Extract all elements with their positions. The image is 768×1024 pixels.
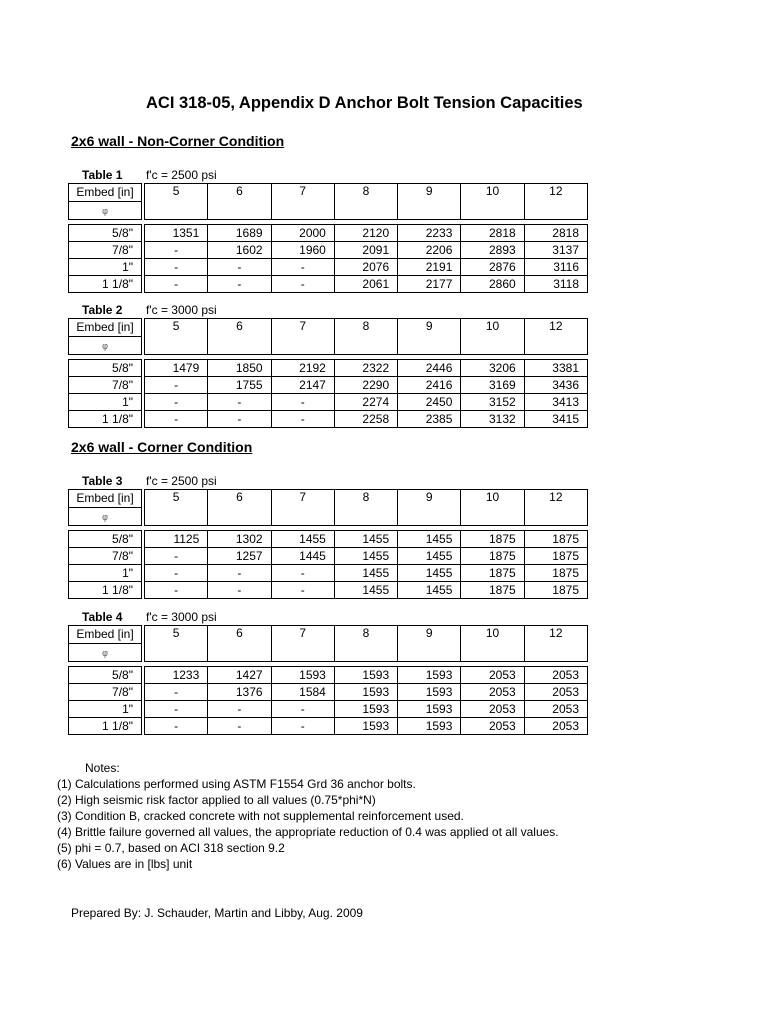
embed-depth-header: 8: [334, 184, 397, 220]
table-row: [69, 684, 588, 701]
concrete-strength-label: f'c = 2500 psi: [146, 474, 217, 488]
capacity-value: 1593: [398, 667, 461, 684]
embed-header: Embed [in]: [69, 490, 142, 508]
capacity-value: 1376: [208, 684, 271, 701]
capacity-value: 2416: [398, 377, 461, 394]
capacity-value: -: [208, 565, 271, 582]
capacity-value: -: [208, 276, 271, 293]
table-row: [69, 701, 588, 718]
bolt-diameter: 1 1/8": [69, 718, 142, 735]
capacity-value: -: [271, 565, 334, 582]
capacity-value: -: [271, 276, 334, 293]
capacity-value: 1875: [524, 531, 587, 548]
table-label: Table 4: [82, 610, 123, 624]
embed-depth-header: 5: [145, 626, 208, 662]
capacity-value: 1125: [145, 531, 208, 548]
capacity-value: 2191: [398, 259, 461, 276]
table-label: Table 2: [82, 303, 123, 317]
capacity-value: 2818: [461, 225, 524, 242]
capacity-value: 1455: [271, 531, 334, 548]
phi-symbol: φ: [102, 511, 108, 522]
capacity-value: -: [271, 718, 334, 735]
bolt-diameter: 1": [69, 565, 142, 582]
bolt-diameter: 5/8": [69, 360, 142, 377]
capacity-value: 1455: [334, 565, 397, 582]
capacity-value: 1875: [461, 565, 524, 582]
capacity-value: 3116: [524, 259, 587, 276]
capacity-value: 1850: [208, 360, 271, 377]
capacity-value: 1593: [334, 667, 397, 684]
note-item: (4) Brittle failure governed all values, the appropriate reduction of 0.4 was applied ot all values.: [57, 825, 559, 839]
embed-header: Embed [in]: [69, 319, 142, 337]
embed-depth-header: 12: [524, 319, 587, 355]
table-row: [69, 718, 588, 735]
concrete-strength-label: f'c = 3000 psi: [146, 610, 217, 624]
capacity-value: 2290: [334, 377, 397, 394]
section-heading-corner: 2x6 wall - Corner Condition: [71, 439, 253, 455]
capacity-value: 2385: [398, 411, 461, 428]
embed-depth-header: 10: [461, 319, 524, 355]
embed-depth-header: 5: [145, 319, 208, 355]
capacity-value: -: [271, 411, 334, 428]
capacity-value: 2053: [461, 684, 524, 701]
capacity-value: 1875: [461, 531, 524, 548]
capacity-value: 2233: [398, 225, 461, 242]
embed-depth-header: 9: [398, 319, 461, 355]
bolt-diameter: 5/8": [69, 667, 142, 684]
capacity-value: 1593: [334, 684, 397, 701]
embed-depth-header: 5: [145, 184, 208, 220]
note-item: (3) Condition B, cracked concrete with not supplemental reinforcement used.: [57, 809, 464, 823]
capacity-value: -: [208, 701, 271, 718]
embed-depth-header: 6: [208, 319, 271, 355]
capacity-value: 3169: [461, 377, 524, 394]
notes-heading: Notes:: [85, 761, 120, 775]
embed-depth-header: 7: [271, 626, 334, 662]
capacity-value: 2076: [334, 259, 397, 276]
capacity-value: 1875: [461, 582, 524, 599]
capacity-value: 1602: [208, 242, 271, 259]
section-heading-non-corner: 2x6 wall - Non-Corner Condition: [71, 133, 285, 149]
capacity-value: 2274: [334, 394, 397, 411]
capacity-value: 3381: [524, 360, 587, 377]
capacity-value: -: [208, 411, 271, 428]
note-item: (6) Values are in [lbs] unit: [57, 857, 193, 871]
capacity-value: -: [271, 701, 334, 718]
capacity-value: 1875: [461, 548, 524, 565]
capacity-value: 2053: [524, 718, 587, 735]
capacity-value: -: [145, 701, 208, 718]
capacity-value: -: [145, 242, 208, 259]
capacity-value: 1875: [524, 565, 587, 582]
capacity-value: 3436: [524, 377, 587, 394]
capacity-value: 2120: [334, 225, 397, 242]
capacity-value: 1455: [398, 565, 461, 582]
capacity-value: 1351: [145, 225, 208, 242]
embed-depth-header: 10: [461, 626, 524, 662]
capacity-value: 3137: [524, 242, 587, 259]
capacity-value: 1455: [398, 548, 461, 565]
capacity-value: 1233: [145, 667, 208, 684]
capacity-value: 2893: [461, 242, 524, 259]
embed-depth-header: 9: [398, 184, 461, 220]
table-row: [69, 548, 588, 565]
capacity-table: [68, 625, 588, 735]
embed-depth-header: 9: [398, 490, 461, 526]
capacity-value: 1593: [334, 701, 397, 718]
embed-depth-header: 10: [461, 184, 524, 220]
capacity-value: 2147: [271, 377, 334, 394]
capacity-value: -: [145, 276, 208, 293]
table-row: [69, 259, 588, 276]
capacity-value: -: [271, 259, 334, 276]
embed-depth-header: 6: [208, 184, 271, 220]
capacity-value: 1257: [208, 548, 271, 565]
table-row: [69, 377, 588, 394]
capacity-table: [68, 489, 588, 599]
capacity-value: 1875: [524, 548, 587, 565]
bolt-diameter: 1 1/8": [69, 276, 142, 293]
capacity-value: 2446: [398, 360, 461, 377]
embed-depth-header: 6: [208, 490, 271, 526]
capacity-value: 2000: [271, 225, 334, 242]
capacity-value: 3413: [524, 394, 587, 411]
capacity-value: 1455: [398, 582, 461, 599]
capacity-value: 1455: [334, 548, 397, 565]
capacity-value: 3415: [524, 411, 587, 428]
capacity-table: [68, 183, 588, 293]
capacity-value: 2053: [461, 718, 524, 735]
embed-depth-header: 7: [271, 184, 334, 220]
capacity-value: -: [208, 582, 271, 599]
capacity-value: 2053: [461, 701, 524, 718]
diameter-header: [69, 202, 142, 220]
capacity-value: 1593: [398, 684, 461, 701]
capacity-value: 1427: [208, 667, 271, 684]
table-row: [69, 565, 588, 582]
bolt-diameter: 1": [69, 394, 142, 411]
bolt-diameter: 1": [69, 701, 142, 718]
capacity-value: 3132: [461, 411, 524, 428]
capacity-value: 1755: [208, 377, 271, 394]
prepared-by: Prepared By: J. Schauder, Martin and Libby, Aug. 2009: [71, 906, 363, 920]
embed-depth-header: 12: [524, 490, 587, 526]
capacity-value: 2860: [461, 276, 524, 293]
embed-depth-header: 6: [208, 626, 271, 662]
capacity-value: -: [145, 394, 208, 411]
page-title: ACI 318-05, Appendix D Anchor Bolt Tension Capacities: [146, 94, 583, 112]
table-row: [69, 394, 588, 411]
capacity-table: [68, 318, 588, 428]
embed-depth-header: 8: [334, 319, 397, 355]
diameter-header: [69, 337, 142, 355]
bolt-diameter: 1": [69, 259, 142, 276]
capacity-value: 3118: [524, 276, 587, 293]
capacity-value: -: [145, 718, 208, 735]
capacity-value: 2091: [334, 242, 397, 259]
capacity-value: -: [145, 684, 208, 701]
capacity-value: -: [271, 394, 334, 411]
table-row: [69, 242, 588, 259]
capacity-value: 1875: [524, 582, 587, 599]
notes-block: [57, 760, 559, 872]
concrete-strength-label: f'c = 2500 psi: [146, 168, 217, 182]
diameter-header: [69, 644, 142, 662]
capacity-value: 1960: [271, 242, 334, 259]
bolt-diameter: 7/8": [69, 377, 142, 394]
embed-depth-header: 12: [524, 626, 587, 662]
capacity-value: 1455: [334, 582, 397, 599]
capacity-value: 1584: [271, 684, 334, 701]
note-item: (5) phi = 0.7, based on ACI 318 section 9.2: [57, 841, 285, 855]
capacity-value: 3152: [461, 394, 524, 411]
capacity-value: 2876: [461, 259, 524, 276]
embed-depth-header: 10: [461, 490, 524, 526]
capacity-value: 1593: [398, 718, 461, 735]
capacity-value: 1455: [398, 531, 461, 548]
capacity-value: 1479: [145, 360, 208, 377]
embed-header: Embed [in]: [69, 184, 142, 202]
capacity-value: -: [271, 582, 334, 599]
embed-depth-header: 9: [398, 626, 461, 662]
bolt-diameter: 5/8": [69, 225, 142, 242]
capacity-value: 2053: [524, 667, 587, 684]
embed-depth-header: 12: [524, 184, 587, 220]
table-row: [69, 667, 588, 684]
capacity-value: 3206: [461, 360, 524, 377]
capacity-value: 2206: [398, 242, 461, 259]
capacity-value: 1445: [271, 548, 334, 565]
embed-depth-header: 5: [145, 490, 208, 526]
capacity-value: 2061: [334, 276, 397, 293]
capacity-value: -: [208, 394, 271, 411]
embed-depth-header: 7: [271, 490, 334, 526]
table-row: [69, 411, 588, 428]
capacity-value: -: [208, 259, 271, 276]
capacity-value: 1689: [208, 225, 271, 242]
bolt-diameter: 7/8": [69, 684, 142, 701]
capacity-value: 2053: [524, 684, 587, 701]
phi-symbol: φ: [102, 647, 108, 658]
phi-symbol: φ: [102, 205, 108, 216]
capacity-value: -: [145, 411, 208, 428]
table-row: [69, 531, 588, 548]
embed-depth-header: 7: [271, 319, 334, 355]
capacity-value: 2053: [461, 667, 524, 684]
capacity-value: -: [145, 377, 208, 394]
bolt-diameter: 7/8": [69, 548, 142, 565]
capacity-value: -: [145, 565, 208, 582]
bolt-diameter: 1 1/8": [69, 411, 142, 428]
capacity-value: 2177: [398, 276, 461, 293]
embed-header: Embed [in]: [69, 626, 142, 644]
capacity-value: 2192: [271, 360, 334, 377]
bolt-diameter: 5/8": [69, 531, 142, 548]
concrete-strength-label: f'c = 3000 psi: [146, 303, 217, 317]
embed-depth-header: 8: [334, 490, 397, 526]
note-item: (1) Calculations performed using ASTM F1554 Grd 36 anchor bolts.: [57, 777, 416, 791]
capacity-value: 2053: [524, 701, 587, 718]
capacity-value: 1593: [271, 667, 334, 684]
diameter-header: [69, 508, 142, 526]
embed-depth-header: 8: [334, 626, 397, 662]
table-label: Table 1: [82, 168, 123, 182]
capacity-value: -: [145, 548, 208, 565]
phi-symbol: φ: [102, 340, 108, 351]
capacity-value: 2322: [334, 360, 397, 377]
table-row: [69, 582, 588, 599]
table-row: [69, 276, 588, 293]
bolt-diameter: 1 1/8": [69, 582, 142, 599]
capacity-value: 2258: [334, 411, 397, 428]
note-item: (2) High seismic risk factor applied to all values (0.75*phi*N): [57, 793, 376, 807]
capacity-value: 1593: [334, 718, 397, 735]
capacity-value: -: [208, 718, 271, 735]
table-row: [69, 360, 588, 377]
capacity-value: 1302: [208, 531, 271, 548]
capacity-value: -: [145, 259, 208, 276]
bolt-diameter: 7/8": [69, 242, 142, 259]
capacity-value: 2450: [398, 394, 461, 411]
capacity-value: -: [145, 582, 208, 599]
capacity-value: 1593: [398, 701, 461, 718]
table-row: [69, 225, 588, 242]
capacity-value: 2818: [524, 225, 587, 242]
capacity-value: 1455: [334, 531, 397, 548]
table-label: Table 3: [82, 474, 123, 488]
